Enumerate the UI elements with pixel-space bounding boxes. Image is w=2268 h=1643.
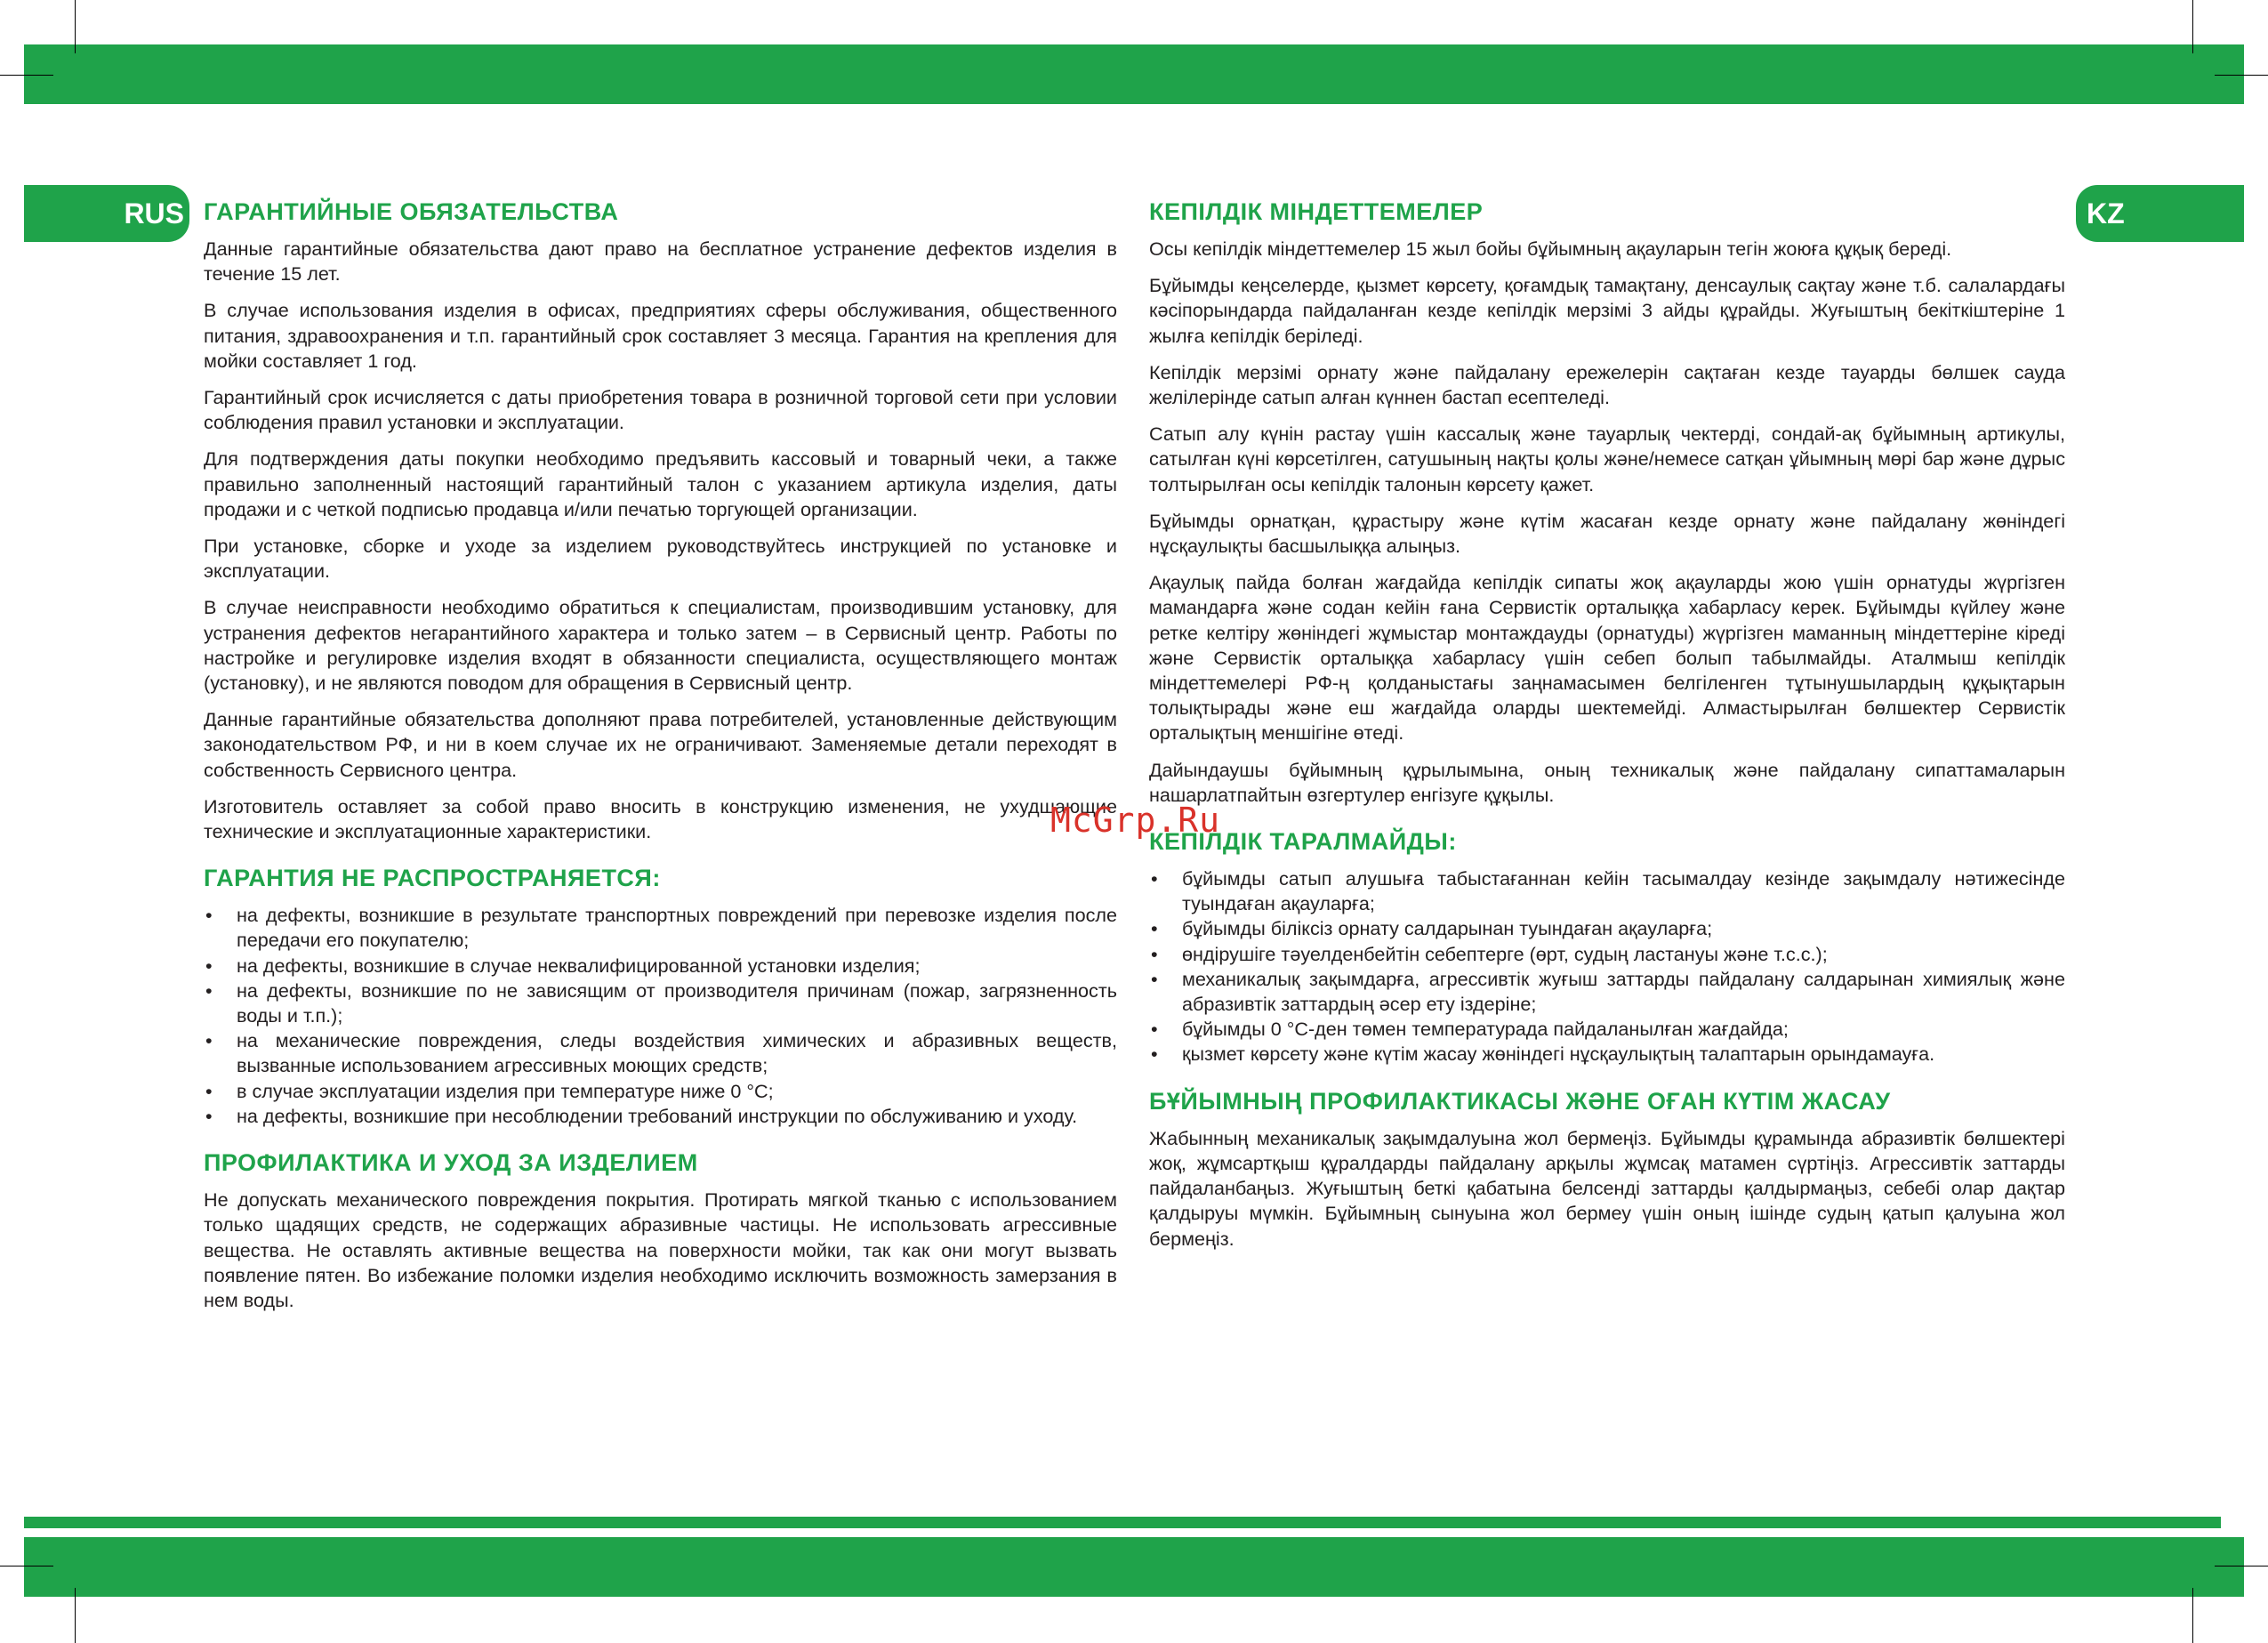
paragraph: В случае неисправности необходимо обратиться к специалистам, производившим установку, для устранения дефектов негарантийного характера и только затем – в Сервисный центр. Работы по настройке и регулировке изделия входят в обязанности специалиста, осуществляющего монтаж (установку), и не являются поводом для обращения в Сервисный центр.	[204, 596, 1117, 695]
crop-mark	[2192, 0, 2193, 53]
language-tab-rus	[24, 185, 189, 242]
paragraph: Кепілдік мерзімі орнату және пайдалану ережелерін сақтаған кезде тауарды бөлшек сауда желілерінде сатып алған күннен бастап есептеледі.	[1149, 360, 2065, 409]
crop-mark	[0, 75, 53, 76]
list-item: • бұйымды сатып алушыға табыстағаннан кейін тасымалдау кезінде зақымдалу нәтижесінде туындаған ақауларға;	[1149, 866, 2065, 916]
paragraph: Гарантийный срок исчисляется с даты приобретения товара в розничной торговой сети при условии соблюдения правил установки и эксплуатации.	[204, 386, 1117, 434]
crop-mark	[2215, 75, 2268, 76]
warranty-heading: ГАРАНТИЙНЫЕ ОБЯЗАТЕЛЬСТВА	[204, 198, 619, 225]
watermark-text: McGrp.Ru	[1050, 801, 1221, 840]
paragraph: Изготовитель оставляет за собой право вносить в конструкцию изменения, не ухудшающие технические и эксплуатационные характеристики.	[204, 794, 1117, 843]
paragraph: Не допускать механического повреждения покрытия. Протирать мягкой тканью с использованием только щадящих средств, не содержащих абразивные частицы. Не использовать агрессивные вещества. Не оставлять активные вещества на поверхности мойки, так как они могут вызвать появление пятен. Во избежание поломки изделия необходимо исключить возможность замерзания в нем воды.	[204, 1188, 1117, 1311]
list-item: • на дефекты, возникшие в случае неквалифицированной установки изделия;	[204, 954, 1117, 979]
crop-mark	[2192, 1588, 2193, 1643]
paragraph: Сатып алу күнін растау үшін кассалық және тауарлық чектерді, сондай-ақ бұйымның артикулы, сатылған күні көрсетілген, сатушының нақты қолы және/немесе сатқан ұйымның мөрі бар және дұрыс толтырылған осы кепілдік талонын көрсету қажет.	[1149, 423, 2065, 495]
paragraph: При установке, сборке и уходе за изделием руководствуйтесь инструкцией по установке и эксплуатации.	[204, 535, 1117, 583]
kz-column	[1149, 197, 2065, 1263]
bottom-green-line	[24, 1517, 2221, 1528]
exclusions-list	[1149, 866, 2065, 1067]
paragraph: В случае использования изделия в офисах, предприятиях сферы обслуживания, общественного питания, здравоохранения и т.п. гарантийный срок составляет 3 месяца. Гарантия на крепления для мойки составляет 1 год.	[204, 299, 1117, 372]
exclusions-heading: КЕПІЛДІК ТАРАЛМАЙДЫ:	[1149, 828, 1457, 856]
language-label: RUS	[124, 197, 184, 230]
exclusions-heading: ГАРАНТИЯ НЕ РАСПРОСТРАНЯЕТСЯ:	[204, 865, 661, 892]
care-heading: БҰЙЫМНЫҢ ПРОФИЛАКТИКАСЫ ЖӘНЕ ОҒАН КҮТІМ ЖАСАУ	[1149, 1087, 1891, 1115]
paragraph: Для подтверждения даты покупки необходимо предъявить кассовый и товарный чеки, а также правильно заполненный настоящий гарантийный талон с указанием артикула изделия, даты продажи и с четкой подписью продавца и/или печатью торгующей организации.	[204, 447, 1117, 520]
list-item: • на дефекты, возникшие по не зависящим от производителя причинам (пожар, загрязненность воды и т.п.);	[204, 979, 1117, 1028]
paragraph: Ақаулық пайда болған жағдайда кепілдік сипаты жоқ ақауларды жою үшін орнатуды жүргізген мамандарға және содан кейін ғана Сервистік орталыққа хабарласу керек. Бұйымды күйлеу және ретке келтіру жөніндегі жұмыстар монтаждауды (орнатуды) жүргізген маманның міндеттеріне кіреді және Сервистік орталыққа хабарласу үшін себеп болып табылмайды. Аталмыш кепілдік міндеттемелері РФ-ң қолданыстағы заңнамасымен белгіленген тұтынушылардың құқықтарын толықтырады және еш жағдайда оларды шектемейді. Алмастырылған бөлшектер Сервистік орталықтың меншігіне өтеді.	[1149, 571, 2065, 745]
paragraph: Данные гарантийные обязательства дополняют права потребителей, установленные действующим законодательством РФ, и ни в коем случае их не ограничивают. Заменяемые детали переходят в собственность Сервисного центра.	[204, 708, 1117, 781]
list-item: • механикалық зақымдарға, агрессивтік жуғыш заттарды пайдалану салдарынан химиялық және абразивтік заттардың әсер ету іздеріне;	[1149, 967, 2065, 1017]
bottom-green-bar	[24, 1537, 2244, 1597]
paragraph: Бұйымды орнатқан, құрастыру және күтім жасаған кезде орнату және пайдалану жөніндегі нұсқаулықты басшылыққа алыңыз.	[1149, 509, 2065, 558]
exclusions-list	[204, 903, 1117, 1129]
list-item: • на механические повреждения, следы воздействия химических и абразивных веществ, вызванные использованием агрессивных моющих средств;	[204, 1028, 1117, 1078]
paragraph: Осы кепілдік міндеттемелер 15 жыл бойы бұйымның ақауларын тегін жоюға құқық береді.	[1149, 238, 1952, 260]
list-item: • в случае эксплуатации изделия при температуре ниже 0 °С;	[204, 1079, 1117, 1104]
paragraph: Данные гарантийные обязательства дают право на бесплатное устранение дефектов изделия в течение 15 лет.	[204, 238, 1117, 286]
rus-column	[204, 197, 1117, 1325]
paragraph: Бұйымды кеңселерде, қызмет көрсету, қоғамдық тамақтану, денсаулық сақтау және т.б. салалардағы кәсіпорындарда пайдаланған кезде кепілдік мерзімі 3 айды құрайды. Жуғыштың бекіткіштеріне 1 жылға кепілдік беріледі.	[1149, 274, 2065, 347]
list-item: • бұйымды 0 °С-ден төмен температурада пайдаланылған жағдайда;	[1149, 1017, 2065, 1042]
language-tab-kz	[2076, 185, 2244, 242]
crop-mark	[75, 0, 76, 53]
paragraph: Жабынның механикалық зақымдалуына жол бермеңіз. Бұйымды құрамында абразивтік бөлшектері жоқ, жұмсартқыш құралдарды пайдалану арқылы жұмсақ матамен сүртіңіз. Агрессивтік заттарды пайдаланбаңыз. Жуғыштың беткі қабатына белсенді заттарды қалдырмаңыз, себебі олар дақтар қалдыруы мүмкін. Бұйымның сынуына жол бермеу үшін оның ішінде судың қатып қалуына жол бермеңіз.	[1149, 1126, 2065, 1250]
list-item: • на дефекты, возникшие при несоблюдении требований инструкции по обслуживанию и уходу.	[204, 1104, 1117, 1129]
crop-mark	[75, 1588, 76, 1643]
warranty-heading: КЕПІЛДІК МІНДЕТТЕМЕЛЕР	[1149, 198, 1484, 225]
language-label: KZ	[2087, 197, 2125, 230]
list-item: • бұйымды біліксіз орнату салдарынан туындаған ақауларға;	[1149, 916, 2065, 941]
care-heading: ПРОФИЛАКТИКА И УХОД ЗА ИЗДЕЛИЕМ	[204, 1149, 698, 1177]
paragraph: Дайындаушы бұйымның құрылымына, оның техникалық және пайдалану сипаттамаларын нашарлатпайтын өзгертулер енгізуге құқылы.	[1149, 758, 2065, 806]
list-item: • на дефекты, возникшие в результате транспортных повреждений при перевозке изделия после передачи его покупателю;	[204, 903, 1117, 953]
list-item: • өндірушіге тәуелденбейтін себептерге (өрт, судың ластануы және т.с.с.);	[1149, 942, 2065, 967]
list-item: • қызмет көрсету және күтім жасау жөніндегі нұсқаулықтың талаптарын орындамауға.	[1149, 1042, 2065, 1067]
top-green-bar	[24, 44, 2244, 104]
